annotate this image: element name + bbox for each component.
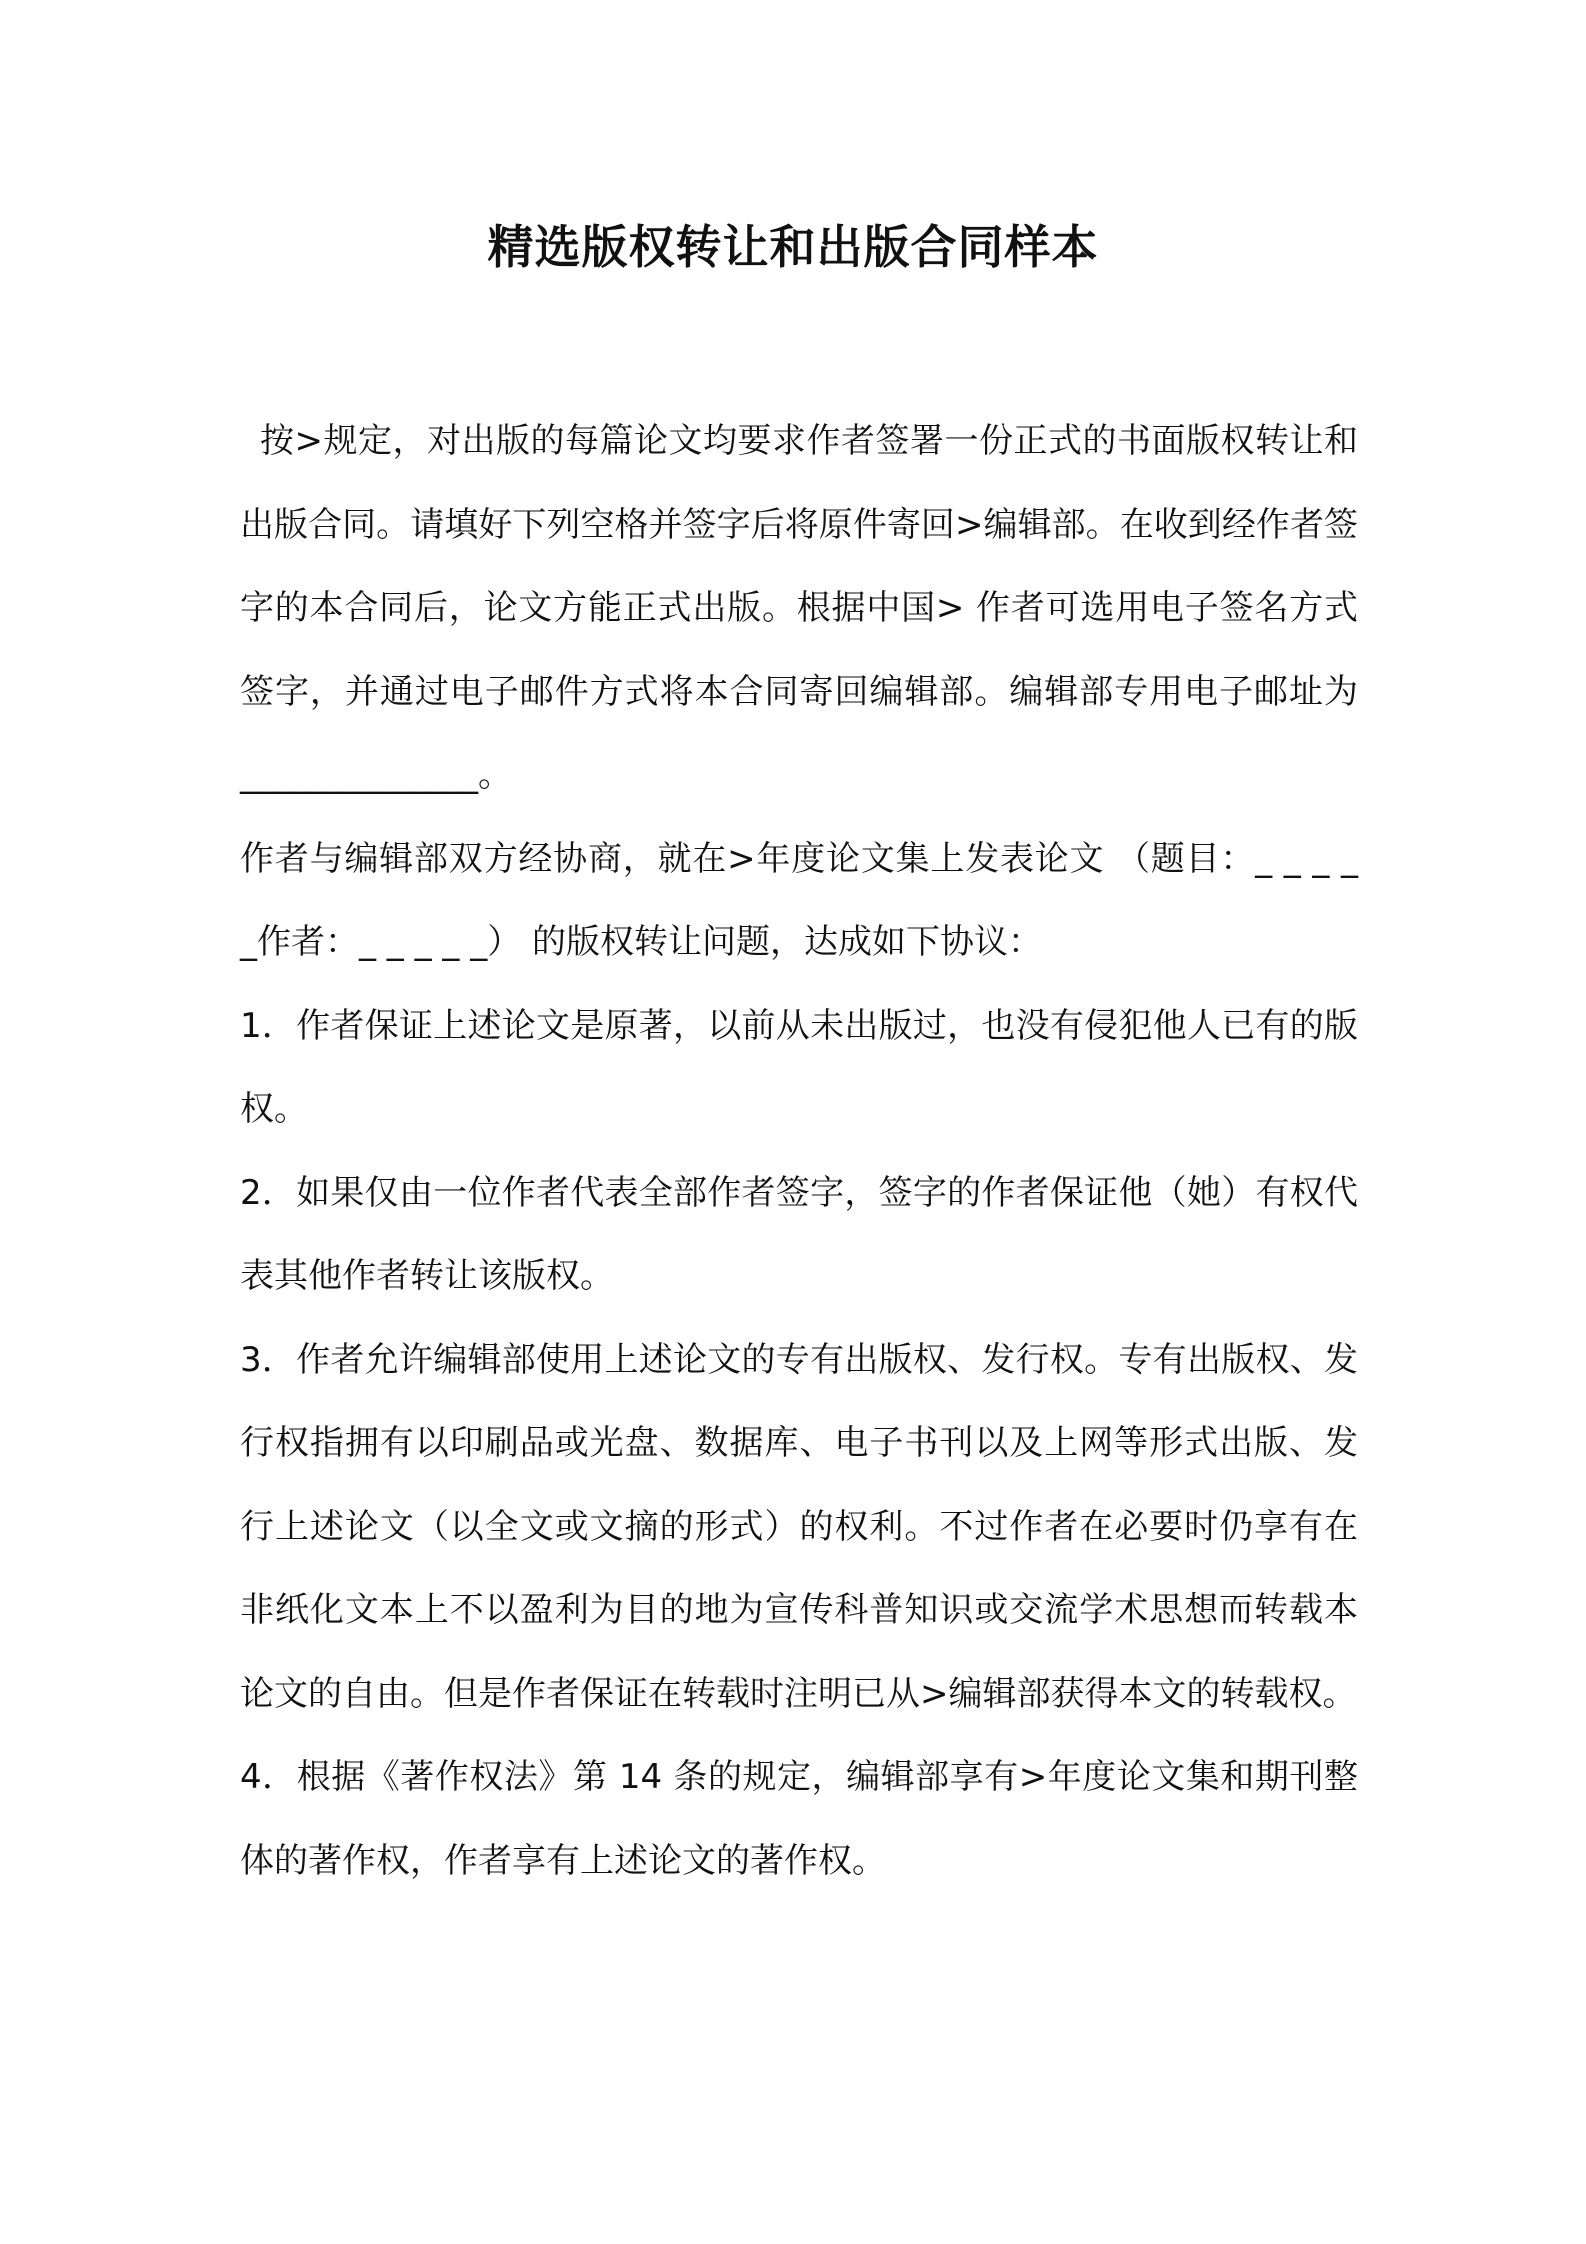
document-body: [240, 400, 1358, 1903]
clause-3: 3．作者允许编辑部使用上述论文的专有出版权、发行权。专有出版权、发行权指拥有以印刷品或光盘、数据库、电子书刊以及上网等形式出版、发行上述论文（以全文或文摘的形式）的权利。不过作者在必要时仍享有在非纸化文本上不以盈利为目的地为宣传科普知识或交流学术思想而转载本论文的自由。但是作者保证在转载时注明已从>编辑部获得本文的转载权。: [240, 1339, 1358, 1714]
clause-1: 1．作者保证上述论文是原著，以前从未出版过，也没有侵犯他人已有的版权。: [240, 1005, 1358, 1129]
agreement-paragraph: 作者与编辑部双方经协商，就在>年度论文集上发表论文 （题目：_ _ _ _ _作者：_ _ _ _ _） 的版权转让问题，达成如下协议：: [240, 838, 1358, 962]
clause-2: 2．如果仅由一位作者代表全部作者签字，签字的作者保证他（她）有权代表其他作者转让该版权。: [240, 1172, 1358, 1296]
document-title: 精选版权转让和出版合同样本: [487, 220, 1099, 274]
intro-paragraph: 按>规定，对出版的每篇论文均要求作者签署一份正式的书面版权转让和出版合同。请填好下列空格并签字后将原件寄回>编辑部。在收到经作者签字的本合同后，论文方能正式出版。根据中国> 作者可选用电子签名方式签字，并通过电子邮件方式将本合同寄回编辑部。编辑部专用电子邮址为 ______________。: [240, 421, 1358, 795]
clause-4: 4．根据《著作权法》第 14 条的规定，编辑部享有>年度论文集和期刊整体的著作权，作者享有上述论文的著作权。: [240, 1757, 1358, 1881]
